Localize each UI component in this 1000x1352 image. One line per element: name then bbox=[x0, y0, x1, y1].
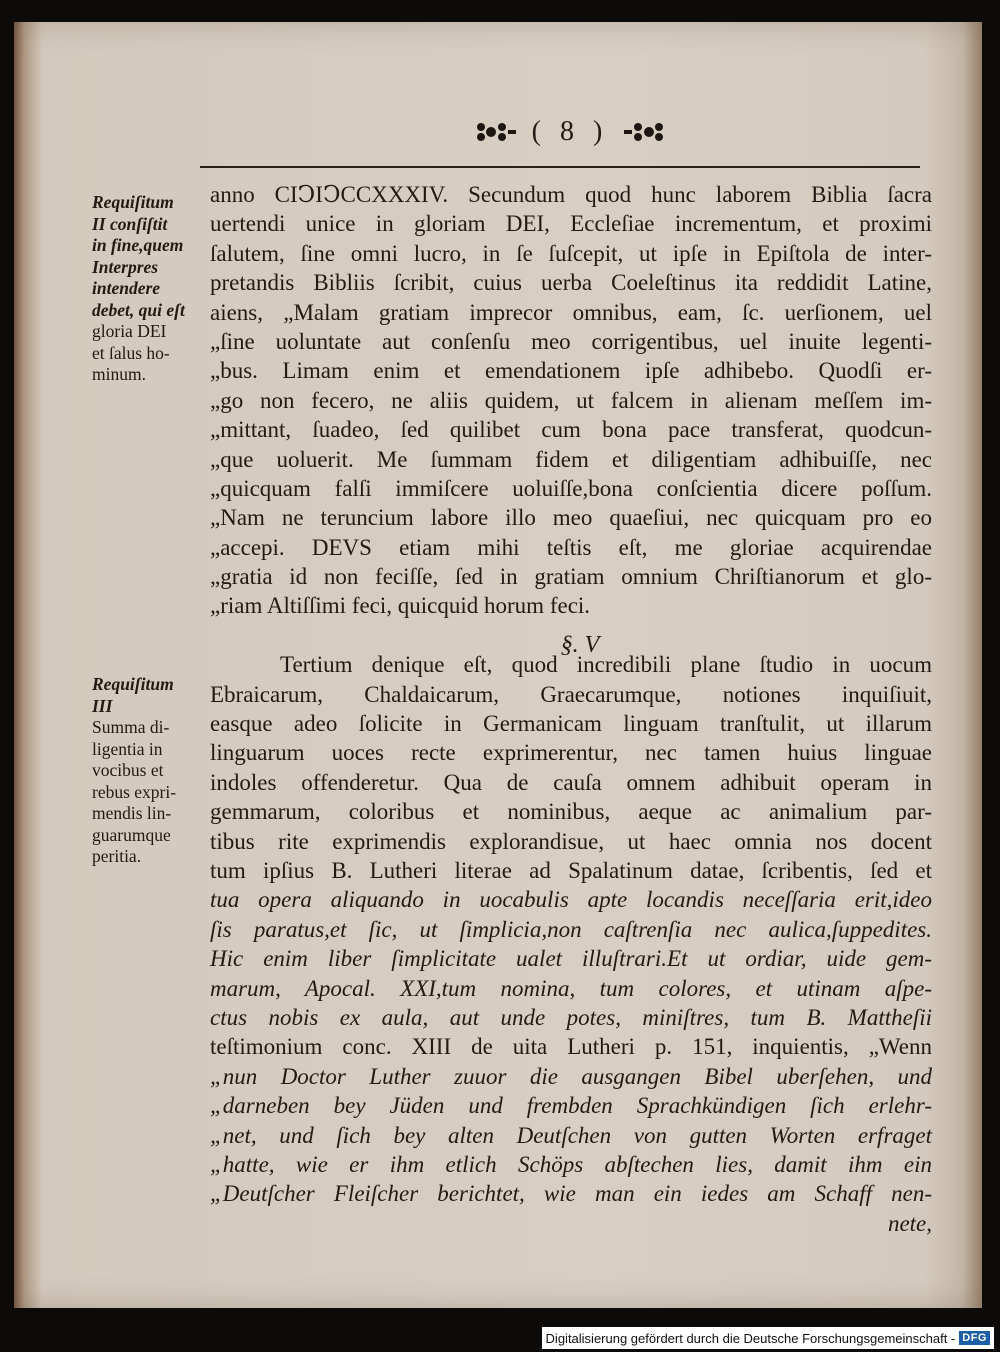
margin-note-line: mendis lin- bbox=[92, 803, 172, 823]
main-text-block bbox=[210, 180, 932, 1238]
text-line: teſtimonium conc. XIII de uita Lutheri p. 151, inquientis, „Wenn bbox=[210, 1034, 932, 1060]
text-line: „darneben bey Jüden und frembden Sprachkündigen ſich erlehr- bbox=[210, 1093, 932, 1119]
text-line: aiens, „Malam gratiam imprecor omnibus, eam, ſc. uerſionem, uel bbox=[210, 299, 932, 325]
text-line: „Nam ne teruncium labore illo meo quaeſiui, nec quicquam pro eo bbox=[210, 505, 932, 531]
margin-note-line: in fine,quem bbox=[92, 235, 184, 255]
margin-note-line: II conſiſtit bbox=[92, 213, 168, 234]
text-line: ſalutem, ſine omni lucro, in ſe ſuſcepit, ut ipſe in Epiſtola de inter- bbox=[210, 240, 932, 266]
text-line: „gratia id non feciſſe, ſed in gratiam omnium Chriſtianorum et glo- bbox=[210, 564, 932, 590]
margin-note-line: peritia. bbox=[92, 846, 142, 866]
text-line: nete, bbox=[887, 1210, 932, 1236]
right-ornament-icon bbox=[622, 121, 666, 143]
margin-note-line: guarumque bbox=[92, 824, 171, 845]
text-line: „nun Doctor Luther zuuor die ausgangen Bibel uberſehen, und bbox=[210, 1063, 932, 1089]
text-line: „que uoluerit. Me ſummam fidem et diligentiam adhibuiſſe, nec bbox=[210, 446, 932, 472]
text-line: „hatte, wie er ihm etlich Schöps abſtechen lies, damit ihm ein bbox=[210, 1151, 932, 1177]
text-line: Tertium denique eſt, quod incredibili plane ſtudio in uocum bbox=[280, 652, 932, 678]
text-line: „riam Altiſſimi feci, quicquid horum feci. bbox=[210, 593, 591, 619]
margin-note-line: Requiſitum bbox=[92, 192, 174, 212]
page-number: ( 8 ) bbox=[531, 116, 609, 147]
text-line: „go non fecero, ne aliis quidem, ut falcem in alienam meſſem im- bbox=[210, 387, 932, 413]
margin-note-line: minum. bbox=[92, 364, 146, 384]
margin-note-line: ligentia in bbox=[92, 738, 163, 759]
text-line: linguarum uoces recte exprimerentur, nec tamen huius linguae bbox=[210, 740, 932, 766]
text-line: uertendi unice in gloriam DEI, Eccleſiae incrementum, et proximi bbox=[210, 211, 932, 237]
text-line: „bus. Limam enim et emendationem ipſe adhibebo. Quodſi er- bbox=[210, 358, 932, 384]
text-line: „ſine uoluntate aut conſenſu meo corrigentibus, uel inuite legenti- bbox=[210, 328, 932, 354]
text-line: ctus nobis ex aula, aut unde potes, miniſtres, tum B. Mattheſii bbox=[210, 1004, 932, 1030]
margin-note-line: III bbox=[92, 695, 113, 716]
text-line: ſis paratus,et ſic, ut ſimplicia,non caſtrenſia nec aulica,ſuppedites. bbox=[210, 916, 932, 942]
text-line: „mittant, ſuadeo, ſed quilibet cum bona pace transferat, quodcun- bbox=[210, 417, 932, 443]
footer-credit-text: Digitalisierung gefördert durch die Deutsche Forschungsgemeinschaft - bbox=[545, 1330, 956, 1346]
text-line: tibus rite exprimendis explorandisue, ut haec omnia nos docent bbox=[210, 828, 932, 854]
text-line: tua opera aliquando in uocabulis apte locandis neceſſaria erit,ideo bbox=[210, 887, 932, 913]
margin-note-line: gloria DEI bbox=[92, 321, 167, 341]
margin-note-line: rebus expri- bbox=[92, 781, 177, 802]
text-line: tum ipſius B. Lutheri literae ad Spalatinum datae, ſcribentis, ſed et bbox=[210, 857, 932, 883]
margin-note-line: intendere bbox=[92, 278, 161, 298]
dfg-logo: DFG bbox=[959, 1331, 990, 1345]
margin-note-line: vocibus et bbox=[92, 760, 164, 780]
text-line: anno CIↃIↃCCXXXIV. Secundum quod hunc laborem Biblia ſacra bbox=[210, 182, 932, 207]
margin-note-requisitum-3 bbox=[92, 674, 212, 868]
text-line: „quicquam falſi immiſcere uoluiſſe,bona conſcientia dicere poſſum. bbox=[210, 475, 932, 501]
text-line: „accepi. DEVS etiam mihi teſtis eſt, me gloriae acquirendae bbox=[210, 534, 932, 560]
text-line: indoles offenderetur. Qua de cauſa omnem adhibuit operam in bbox=[210, 769, 932, 795]
footer-credit bbox=[542, 1327, 994, 1349]
margin-note-line: Requiſitum bbox=[92, 674, 174, 694]
margin-note-line: debet, qui eſt bbox=[92, 299, 185, 320]
text-line: easque adeo ſolicite in Germanicam linguam tranſtulit, ut illarum bbox=[210, 711, 932, 737]
text-line: marum, Apocal. XXI,tum nomina, tum colores, et utinam aſpe- bbox=[210, 975, 932, 1001]
margin-note-line: Interpres bbox=[92, 256, 159, 277]
text-line: „Deutſcher Fleiſcher berichtet, wie man ein iedes am Schaff nen- bbox=[210, 1181, 932, 1207]
text-line: gemmarum, coloribus et nominibus, aeque ac animalium par- bbox=[210, 799, 932, 825]
margin-note-requisitum-2 bbox=[92, 192, 212, 386]
header-rule bbox=[200, 166, 920, 168]
margin-note-line: et ſalus ho- bbox=[92, 342, 170, 363]
running-head bbox=[440, 108, 700, 156]
text-line: Hic enim liber ſimplicitate ualet illuſtrari.Et ut ordiar, uide gem- bbox=[210, 946, 932, 972]
text-line: „net, und ſich bey alten Deutſchen von gutten Worten erfraget bbox=[210, 1122, 932, 1148]
margin-note-line: Summa di- bbox=[92, 717, 170, 737]
section-mark: §. V bbox=[560, 632, 600, 658]
text-line: Ebraicarum, Chaldaicarum, Graecarumque, notiones inquiſiuit, bbox=[210, 681, 932, 707]
left-ornament-icon bbox=[474, 121, 518, 143]
text-line: pretandis Bibliis ſcribit, cuius uerba Coeleſtinus ita reddidit Latine, bbox=[210, 270, 932, 296]
